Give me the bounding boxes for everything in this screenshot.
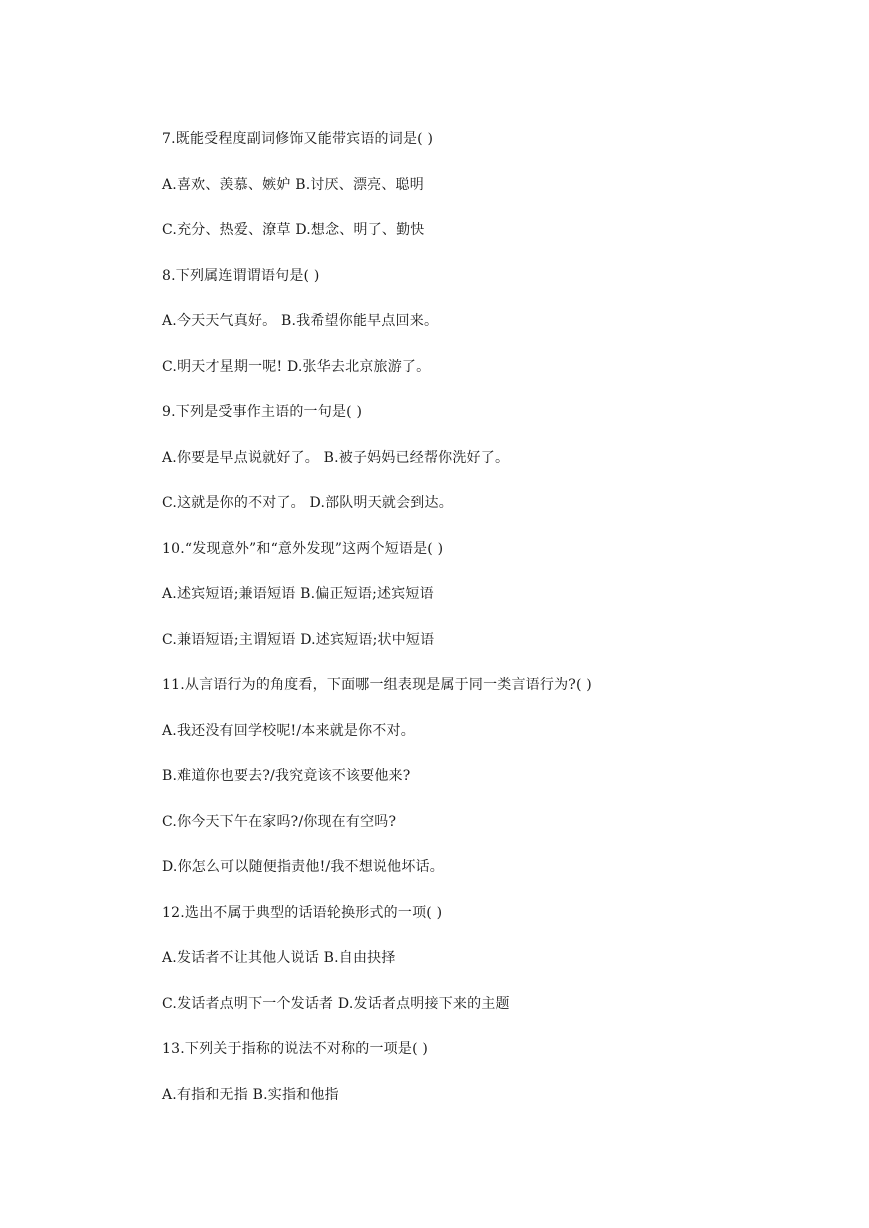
q7-options-ab: A.喜欢、羡慕、嫉妒 B.讨厌、漂亮、聪明 xyxy=(162,177,424,193)
q10-options-ab: A.述宾短语;兼语短语 B.偏正短语;述宾短语 xyxy=(162,586,434,602)
question-7: 7.既能受程度副词修饰又能带宾语的词是( ) xyxy=(162,131,434,147)
question-8: 8.下列属连谓谓语句是( ) xyxy=(162,268,320,284)
q9-options-ab: A.你要是早点说就好了。 B.被子妈妈已经帮你洗好了。 xyxy=(162,450,510,466)
q11-option-d: D.你怎么可以随便指责他!/我不想说他坏话。 xyxy=(162,859,444,875)
q9-options-cd: C.这就是你的不对了。 D.部队明天就会到达。 xyxy=(162,495,453,511)
q8-options-ab: A.今天天气真好。 B.我希望你能早点回来。 xyxy=(162,313,439,329)
q11-option-b: B.难道你也要去?/我究竟该不该要他来? xyxy=(162,768,411,784)
q10-options-cd: C.兼语短语;主谓短语 D.述宾短语;状中短语 xyxy=(162,632,435,648)
question-12: 12.选出不属于典型的话语轮换形式的一项( ) xyxy=(162,905,443,921)
question-9: 9.下列是受事作主语的一句是( ) xyxy=(162,404,363,420)
q8-options-cd: C.明天才星期一呢! D.张华去北京旅游了。 xyxy=(162,359,431,375)
q11-option-c: C.你今天下午在家吗?/你现在有空吗? xyxy=(162,814,397,830)
q13-options-ab: A.有指和无指 B.实指和他指 xyxy=(162,1087,339,1103)
question-13: 13.下列关于指称的说法不对称的一项是( ) xyxy=(162,1041,429,1057)
question-11: 11.从言语行为的角度看，下面哪一组表现是属于同一类言语行为?( ) xyxy=(162,677,592,693)
q7-options-cd: C.充分、热爱、潦草 D.想念、明了、勤快 xyxy=(162,222,425,238)
q12-options-ab: A.发话者不让其他人说话 B.自由抉择 xyxy=(162,950,396,966)
q11-option-a: A.我还没有回学校呢!/本来就是你不对。 xyxy=(162,723,415,739)
q12-options-cd: C.发话者点明下一个发话者 D.发话者点明接下来的主题 xyxy=(162,996,510,1012)
question-10: 10.“发现意外”和“意外发现”这两个短语是( ) xyxy=(162,541,444,557)
